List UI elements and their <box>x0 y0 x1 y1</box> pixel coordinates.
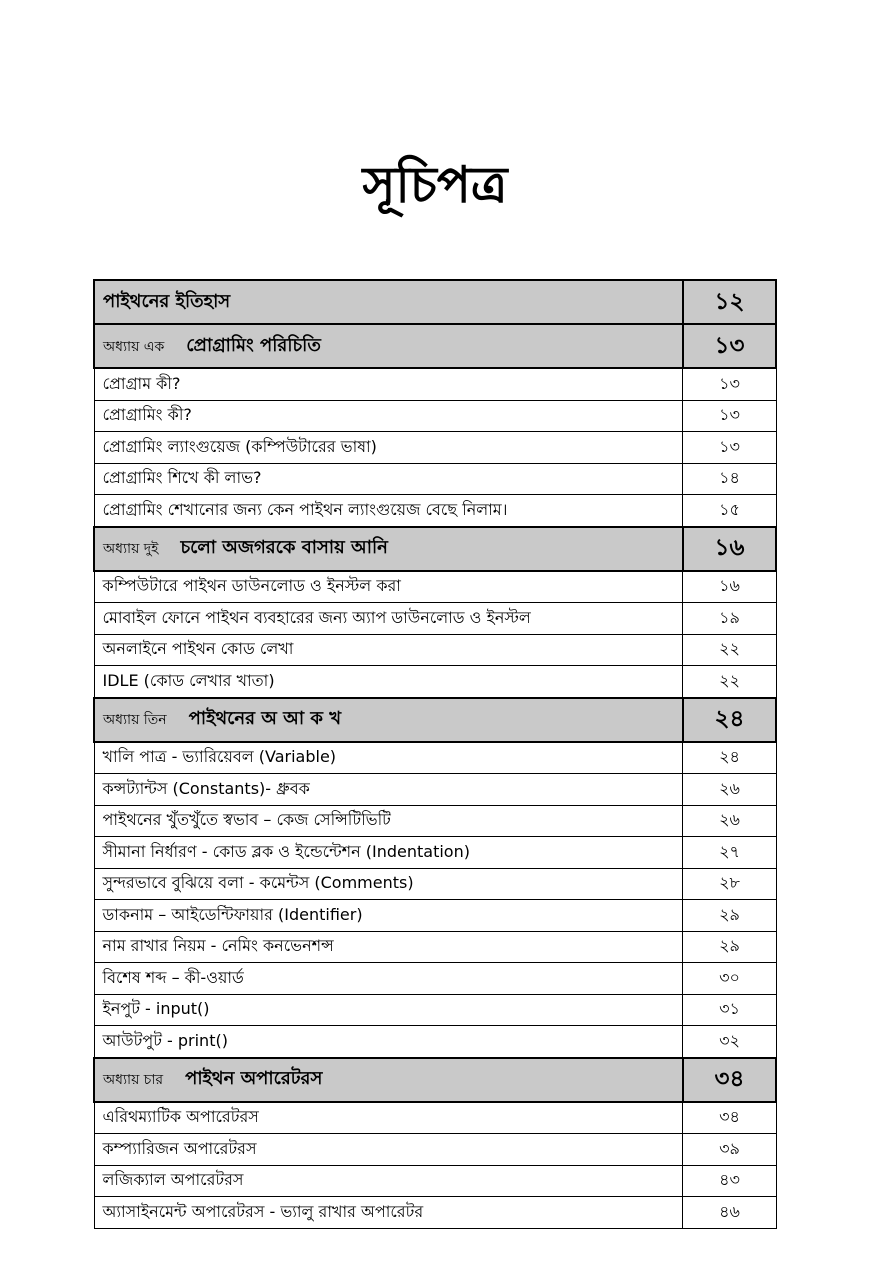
page-number: ২৯ <box>683 931 776 963</box>
chapter-heading-row <box>94 1058 776 1102</box>
toc-title-cell <box>94 1134 683 1166</box>
entry-title: পাইথনের খুঁতখুঁতে স্বভাব – কেজ সেন্সিটিভিটি <box>102 810 391 830</box>
page-number: ৩২ <box>683 1026 776 1058</box>
toc-title-cell <box>94 463 683 495</box>
page-number: ২৭ <box>683 837 776 869</box>
toc-title-cell <box>94 963 683 995</box>
entry-title: প্রোগ্রাম কী? <box>102 373 181 393</box>
entry-title: অনলাইনে পাইথন কোড লেখা <box>102 639 294 659</box>
toc-entry-row <box>94 463 776 495</box>
toc-title-cell <box>94 634 683 666</box>
toc-entry-row <box>94 603 776 635</box>
page-number: ২৯ <box>683 900 776 932</box>
toc-entry-row <box>94 400 776 432</box>
page-number: ১৪ <box>683 463 776 495</box>
toc-title-cell <box>94 698 683 742</box>
toc-title-cell <box>94 742 683 774</box>
toc-title-cell <box>94 432 683 464</box>
chapter-heading-row <box>94 324 776 368</box>
entry-title: কম্পিউটারে পাইথন ডাউনলোড ও ইনস্টল করা <box>102 576 401 596</box>
toc-title-cell <box>94 495 683 527</box>
toc-title-cell <box>94 571 683 603</box>
entry-title: আউটপুট - print() <box>102 1030 228 1050</box>
page-number: ৩০ <box>683 963 776 995</box>
entry-title: লজিক্যাল অপারেটরস <box>102 1170 244 1190</box>
page-number: ১৯ <box>683 603 776 635</box>
entry-title: খালি পাত্র - ভ্যারিয়েবল (Variable) <box>102 747 337 767</box>
entry-title: ইনপুট - input() <box>102 999 210 1019</box>
page-number: ৩৪ <box>683 1102 776 1134</box>
entry-title: IDLE (কোড লেখার খাতা) <box>102 670 275 690</box>
page-number: ২২ <box>683 666 776 698</box>
toc-title-cell <box>94 1165 683 1197</box>
toc-entry-row <box>94 900 776 932</box>
toc-entry-row <box>94 1134 776 1166</box>
entry-title: প্রোগ্রামিং ল্যাংগুয়েজ (কম্পিউটারের ভাষা) <box>102 436 377 456</box>
page-number: ২৪ <box>683 742 776 774</box>
toc-entry-row <box>94 868 776 900</box>
page-number: ১৩ <box>683 324 776 368</box>
toc-title-cell <box>94 527 683 571</box>
chapter-heading-row <box>94 527 776 571</box>
page-number: ১৩ <box>683 400 776 432</box>
chapter-heading-row <box>94 698 776 742</box>
entry-title: সীমানা নির্ধারণ - কোড ব্লক ও ইন্ডেন্টেশন (Indentation) <box>102 841 470 861</box>
page-number: ১২ <box>683 280 776 324</box>
toc-title-cell <box>94 837 683 869</box>
entry-title: বিশেষ শব্দ – কী-ওয়ার্ড <box>102 967 244 987</box>
page-number: ১৬ <box>683 527 776 571</box>
toc-entry-row <box>94 571 776 603</box>
toc-entry-row <box>94 805 776 837</box>
page-number: ২৮ <box>683 868 776 900</box>
page-number: ২২ <box>683 634 776 666</box>
toc-entry-row <box>94 1102 776 1134</box>
toc-title-cell <box>94 774 683 806</box>
entry-title: সুন্দরভাবে বুঝিয়ে বলা - কমেন্টস (Comments) <box>102 873 414 893</box>
chapter-number-label: অধ্যায় চার <box>103 1072 164 1088</box>
chapter-title: পাইথন অপারেটরস <box>185 1068 323 1089</box>
chapter-number-label: অধ্যায় তিন <box>103 712 167 728</box>
toc-entry-row <box>94 432 776 464</box>
toc-title-cell <box>94 900 683 932</box>
toc-title-cell <box>94 324 683 368</box>
entry-title: প্রোগ্রামিং কী? <box>102 405 192 425</box>
toc-entry-row <box>94 1165 776 1197</box>
toc-entry-row <box>94 1026 776 1058</box>
entry-title: প্রোগ্রামিং শিখে কী লাভ? <box>102 468 262 488</box>
page-number: ৩১ <box>683 994 776 1026</box>
toc-title-cell <box>94 868 683 900</box>
page-number: ১৩ <box>683 368 776 400</box>
toc-title-cell <box>94 1026 683 1058</box>
section-heading-row <box>94 280 776 324</box>
toc-title-cell <box>94 805 683 837</box>
page-number: ২৬ <box>683 774 776 806</box>
toc-entry-row <box>94 742 776 774</box>
toc-entry-row <box>94 666 776 698</box>
page-number: ৩৯ <box>683 1134 776 1166</box>
entry-title: এরিথম্যাটিক অপারেটরস <box>102 1107 259 1127</box>
toc-title-cell <box>94 280 683 324</box>
chapter-number-label: অধ্যায় দুই <box>103 541 159 557</box>
toc-title-cell <box>94 1058 683 1102</box>
toc-entry-row <box>94 368 776 400</box>
table-of-contents <box>93 279 777 1229</box>
page-number: ১৬ <box>683 571 776 603</box>
toc-title-cell <box>94 1102 683 1134</box>
entry-title: কম্প্যারিজন অপারেটরস <box>102 1138 257 1158</box>
page-number: ১৩ <box>683 432 776 464</box>
page-number: ২৬ <box>683 805 776 837</box>
chapter-number-label: অধ্যায় এক <box>103 338 165 355</box>
page-number: ৪৬ <box>683 1197 776 1229</box>
toc-entry-row <box>94 1197 776 1229</box>
toc-entry-row <box>94 774 776 806</box>
toc-entry-row <box>94 931 776 963</box>
entry-title: মোবাইল ফোনে পাইথন ব্যবহারের জন্য অ্যাপ ডাউনলোড ও ইনস্টল <box>102 607 531 627</box>
entry-title: কন্সট্যান্টস (Constants)- ধ্রুবক <box>102 778 310 798</box>
chapter-title: প্রোগ্রামিং পরিচিতি <box>186 334 321 356</box>
toc-entry-row <box>94 634 776 666</box>
page-title: সূচিপত্র <box>362 156 508 214</box>
entry-title: ডাকনাম – আইডেন্টিফায়ার (Identifier) <box>102 904 363 924</box>
toc-entry-row <box>94 963 776 995</box>
entry-title: প্রোগ্রামিং শেখানোর জন্য কেন পাইথন ল্যাংগুয়েজ বেছে নিলাম। <box>102 499 508 519</box>
section-title: পাইথনের ইতিহাস <box>103 290 231 312</box>
toc-title-cell <box>94 994 683 1026</box>
toc-title-cell <box>94 603 683 635</box>
chapter-title: পাইথনের অ আ ক খ <box>188 708 342 729</box>
toc-entry-row <box>94 495 776 527</box>
entry-title: নাম রাখার নিয়ম - নেমিং কনভেনশন্স <box>102 936 334 956</box>
toc-entry-row <box>94 837 776 869</box>
toc-title-cell <box>94 931 683 963</box>
entry-title: অ্যাসাইনমেন্ট অপারেটরস - ভ্যালু রাখার অপারেটর <box>102 1201 424 1221</box>
toc-title-cell <box>94 1197 683 1229</box>
page-number: ১৫ <box>683 495 776 527</box>
page-number: ৩৪ <box>683 1058 776 1102</box>
page-number: ৪৩ <box>683 1165 776 1197</box>
toc-entry-row <box>94 994 776 1026</box>
toc-title-cell <box>94 666 683 698</box>
toc-title-cell <box>94 400 683 432</box>
page-number: ২৪ <box>683 698 776 742</box>
chapter-title: চলো অজগরকে বাসায় আনি <box>180 537 388 558</box>
toc-title-cell <box>94 368 683 400</box>
